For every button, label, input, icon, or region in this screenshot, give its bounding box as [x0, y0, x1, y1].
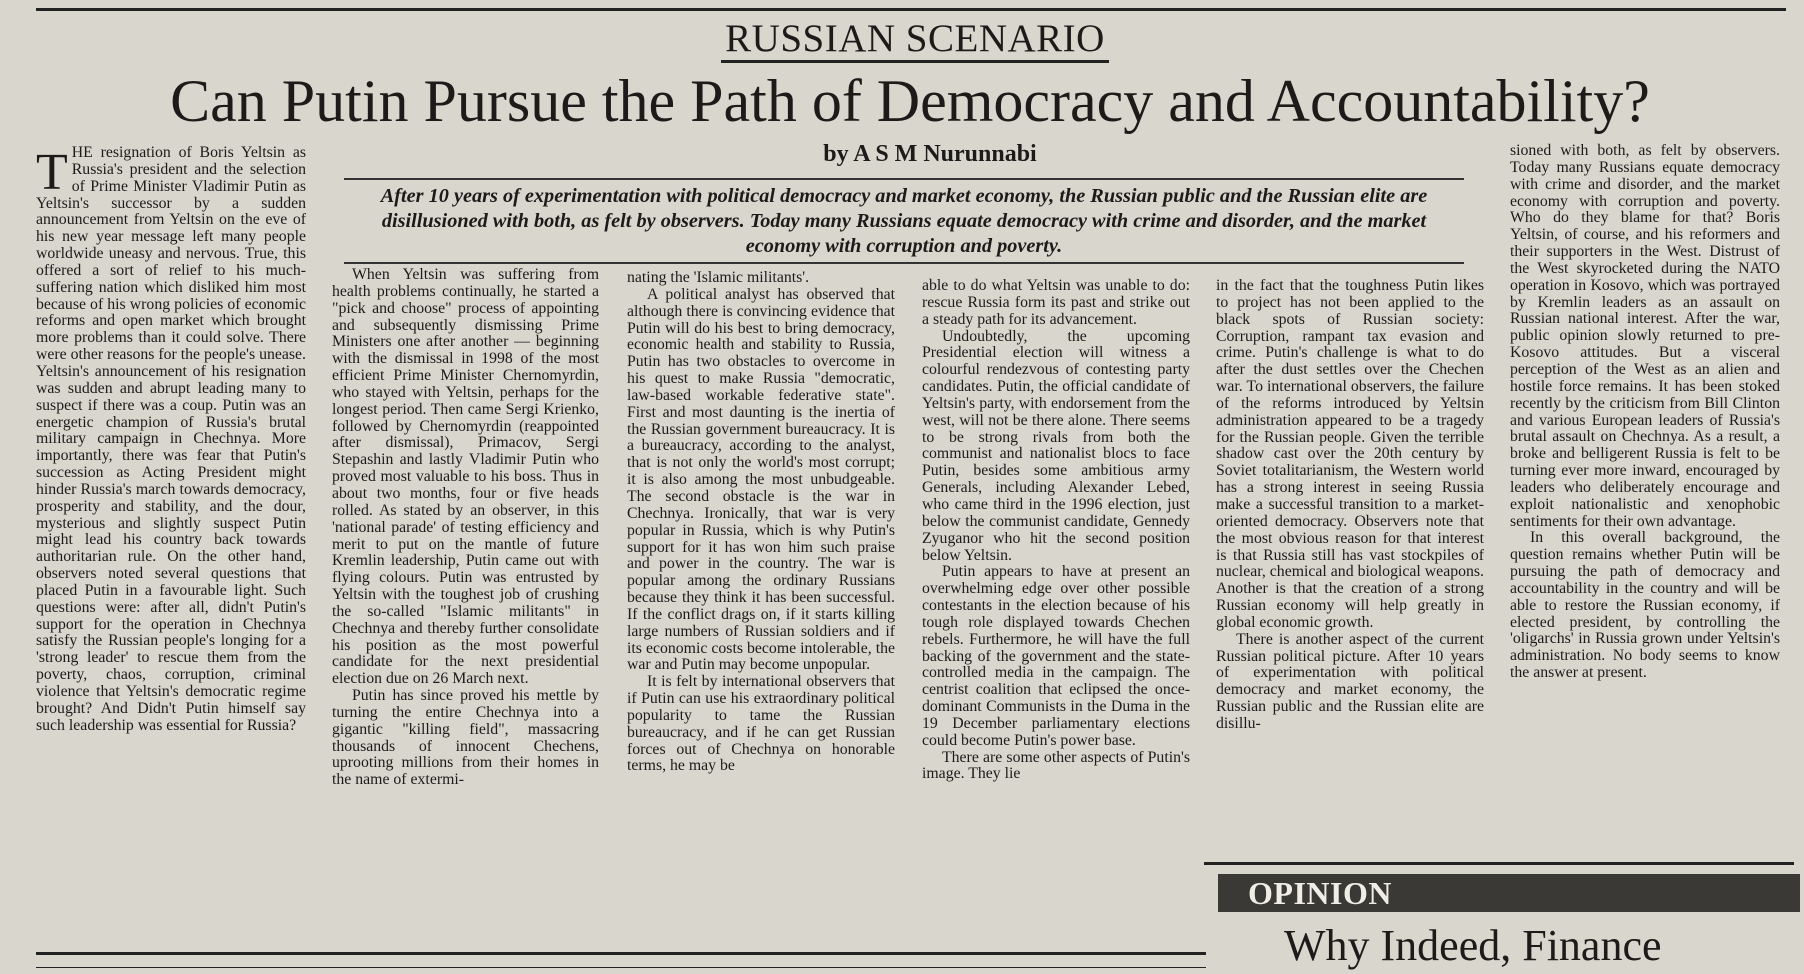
paragraph: Putin appears to have at present an overwhelming edge over other possible contestants in the election because of his tough role displayed towards Chechen rebels. Furthermore, he will have the full backing of the government and the state-controlled media in the campaign. The centrist coalition that eclipsed the once-dominant Communists in the Duma in the 19 December parliamentary elections could become Putin's power base. — [922, 563, 1190, 749]
paragraph: nating the 'Islamic militants'. — [627, 269, 810, 286]
paragraph: A political analyst has observed that although there is convincing evidence that Putin will do his best to bring democracy, economic health and stability to Russia, Putin has two obstacles to overcome in his quest to make Russia "democratic, law-based workable federative state". First and most daunting is the inertia of the Russian government bureaucracy. It is a bureaucracy, according to the analyst, that is not only the world's most corrupt; it is also among the most unbudgeable. The second obstacle is the war in Chechnya. Ironically, that war is very popular in Russia, which is why Putin's support for it has won him such praise and power in the country. The war is popular among the ordinary Russians because they think it has been successful. If the conflict drags on, if it starts killing large numbers of Russian soldiers and if its economic costs become intolerable, the war and Putin may become unpopular. — [627, 285, 895, 674]
paragraph: There is another aspect of the current Russian political picture. After 10 years of experimentation with political democracy and market economy, the Russian public and the Russian elite are disillu- — [1216, 630, 1484, 732]
section-label: RUSSIAN SCENARIO — [0, 16, 1804, 61]
article-column-5 — [1216, 278, 1484, 733]
article-column-1 — [36, 145, 306, 735]
article-column-4 — [922, 278, 1190, 783]
paragraph: HE resignation of Boris Yeltsin as Russia's president and the selection of Prime Minister Vladimir Putin as Yeltsin's successor by a sudden announcement from Yeltsin on the eve of his new year message left many people worldwide uneasy and nervous. True, this offered a sort of relief to his much-suffering nation which disliked him most because of his wrong policies of economic reforms and open market which brought more problems than it could solve. There were other reasons for the people's unease. Yeltsin's announcement of his resignation was sudden and abrupt leading many to suspect if there was a coup. Putin was an energetic champion of Russia's brutal military campaign in Chechnya. More importantly, there was fear that Putin's succession as Acting President might hinder Russia's march towards democracy, prosperity and stability, and the dour, mysterious and slightly suspect Putin might lead his country back towards authoritarian rule. On the other hand, observers noted several questions that placed Putin in a favourable light. Such questions were: after all, didn't Putin's support for the operation in Chechnya satisfy the Russian people's longing for a 'strong leader' to rescue them from the poverty, chaos, corruption, criminal violence that Yeltsin's democratic regime brought? And Didn't Putin himself say such leadership was essential for Russia? — [36, 144, 306, 734]
paragraph: It is felt by international observers that if Putin can use his extraordinary political popularity to tame the Russian bureaucracy, and if he can get Russian forces out of Chechnya on honorable terms, he may be — [627, 673, 895, 775]
drop-cap: T — [36, 144, 68, 201]
article-column-6 — [1510, 143, 1780, 682]
paragraph: able to do what Yeltsin was unable to do: rescue Russia form its past and strike out a steady path for its advancement. — [922, 277, 1190, 328]
deck-summary: After 10 years of experimentation with political democracy and market economy, the Russian public and the Russian elite are disillusioned with both, as felt by observers. Today many Russians equate democracy with crime and disorder, and the market economy with corruption and poverty. — [344, 178, 1464, 264]
opinion-label: OPINION — [1218, 874, 1800, 912]
opinion-headline: Why Indeed, Finance — [1284, 921, 1662, 970]
paragraph: Putin has since proved his mettle by turning the entire Chechnya into a gigantic "killing field", massacring thousands of innocent Chechens, uprooting millions from their homes in the name of extermi- — [332, 687, 599, 789]
article-column-3 — [627, 270, 895, 775]
article-column-2 — [332, 267, 599, 789]
opinion-top-rule — [1204, 862, 1794, 865]
headline: Can Putin Pursue the Path of Democracy and Accountability? — [170, 68, 1650, 134]
byline: by A S M Nurunnabi — [823, 141, 1037, 167]
top-rule — [36, 8, 1786, 11]
paragraph: There are some other aspects of Putin's image. They lie — [922, 748, 1190, 783]
paragraph: in the fact that the toughness Putin likes to project has not been applied to the black spots of Russian society: Corruption, rampant tax evasion and crime. Putin's challenge is what to do after the dust settles over the Chechen war. To international observers, the failure of the reforms introduced by Yeltsin administration appeared to be a tragedy for the Russian people. Given the terrible shadow cast over the 20th century by Soviet totalitarianism, the Western world has a strong interest in seeing Russia make a successful transition to a market-oriented democracy. Observers note that the most obvious reason for that interest is that Russia still has vast stockpiles of nuclear, chemical and biological weapons. Another is that the creation of a strong Russian economy will help greatly in global economic growth. — [1216, 277, 1484, 631]
paragraph: In this overall background, the question remains whether Putin will be pursuing the path of democracy and accountability in the country and will be able to restore the Russian economy, if elected president, by controlling the 'oligarchs' in Russia grown under Yeltsin's administration. No body seems to know the answer at present. — [1510, 529, 1780, 682]
paragraph: When Yeltsin was suffering from health problems continually, he started a "pick and choose" process of appointing and subsequently dismissing Prime Ministers one after another — beginning with the dismissal in 1998 of the most efficient Prime Minister Chernomyrdin, who stayed with Yeltsin, perhaps for the longest period. Then came Sergi Krienko, followed by Chernomyrdin (reappointed after dismissal), Primacov, Sergi Stepashin and lastly Vladimir Putin who proved most valuable to his boss. Thus in about two months, four or five heads rolled. As stated by an observer, in this 'national parade' of testing efficiency and merit to put on the mantle of future Kremlin leadership, Putin came out with flying colours. Putin was entrusted by Yeltsin with the toughest job of crushing the so-called "Islamic militants" in Chechnya and thereby further consolidate his position as the most powerful candidate for the next presidential election due on 26 March next. — [332, 266, 599, 688]
paragraph: Undoubtedly, the upcoming Presidential election will witness a colourful rendezvous of contesting party candidates. Putin, the official candidate of Yeltsin's party, with endorsement from the west, will not be there alone. There seems to be strong rivals from both the communist and nationalist blocs to face Putin, besides some ambitious army Generals, including Alexander Lebed, who came third in the 1996 election, just below the communist candidate, Gennedy Zyuganor who hit the second position below Yeltsin. — [922, 327, 1190, 564]
bottom-rule — [36, 952, 1206, 968]
paragraph: sioned with both, as felt by observers. Today many Russians equate democracy with crime and disorder, and the market economy with corruption and poverty. Who do they blame for that? Boris Yeltsin, of course, and his reformers and their supporters in the West. Distrust of the West skyrocketed during the NATO operation in Kosovo, which was portrayed by Kremlin leaders as an assault on Russian national interest. After the war, public opinion slowly returned to pre-Kosovo attitudes. But a visceral perception of the West as an alien and hostile force remains. It has been stoked recently by the criticism from Bill Clinton and various European leaders of Russia's brutal assault on Chechnya. As a result, a broke and belligerent Russia is felt to be turning ever more inward, encouraged by leaders who deliberately encourage and exploit nationalistic and xenophobic sentiments for their own advantage. — [1510, 142, 1780, 530]
